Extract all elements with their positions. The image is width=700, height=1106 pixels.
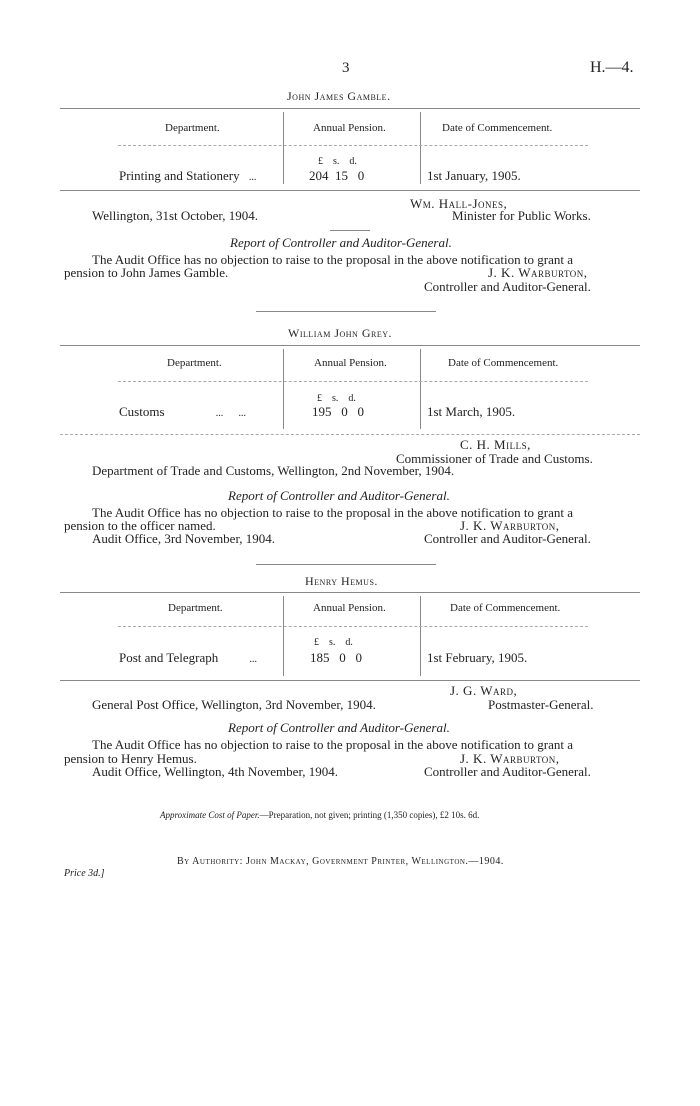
section-separator [256, 564, 436, 565]
money-units: £ s. d. [318, 156, 357, 167]
pension-amount: 195 0 0 [312, 404, 364, 419]
header-rule [118, 626, 588, 627]
report-text: The Audit Office has no objection to raise to the proposal in the above notification to grant a [92, 252, 573, 267]
signatory-name: Wm. Hall-Jones, [410, 196, 508, 211]
place-date: Wellington, 31st October, 1904. [92, 208, 258, 223]
pensioner-name: Henry Hemus. [305, 574, 378, 588]
column-divider [420, 349, 421, 429]
auditor-title: Controller and Auditor-General. [424, 764, 591, 779]
report-title: Report of Controller and Auditor-General. [228, 488, 450, 503]
report-title: Report of Controller and Auditor-General. [230, 235, 452, 250]
column-header-pension: Annual Pension. [313, 602, 386, 614]
auditor-name: J. K. Warburton, [460, 751, 560, 766]
short-rule [330, 230, 370, 231]
header-rule [118, 145, 588, 146]
report-text: pension to Henry Hemus. [64, 751, 197, 766]
department-cell: Printing and Stationery ... [119, 168, 257, 183]
commencement-date: 1st March, 1905. [427, 404, 516, 419]
place-date: Department of Trade and Customs, Wellington, 2nd November, 1904. [92, 463, 455, 478]
commencement-date: 1st February, 1905. [427, 650, 528, 665]
column-header-pension: Annual Pension. [314, 357, 387, 369]
report-text: pension to the officer named. [64, 518, 216, 533]
report-text: The Audit Office has no objection to raise to the proposal in the above notification to grant a [92, 505, 573, 520]
column-header-commencement: Date of Commencement. [448, 357, 559, 369]
document-reference: H.—4. [590, 59, 634, 76]
table-top-rule [60, 108, 640, 109]
auditor-title: Controller and Auditor-General. [424, 531, 591, 546]
report-text: pension to John James Gamble. [64, 265, 229, 280]
column-divider [420, 112, 421, 184]
place-date: General Post Office, Wellington, 3rd November, 1904. [92, 697, 376, 712]
auditor-title: Controller and Auditor-General. [424, 279, 591, 294]
auditor-name: J. K. Warburton, [488, 265, 588, 280]
column-header-pension: Annual Pension. [313, 122, 386, 134]
table-top-rule [60, 345, 640, 346]
pensioner-name: William John Grey. [288, 326, 392, 340]
report-title: Report of Controller and Auditor-General. [228, 720, 450, 735]
table-bottom-rule [60, 190, 640, 191]
pension-amount: 185 0 0 [310, 650, 362, 665]
department-cell: Post and Telegraph ... [119, 650, 257, 665]
column-header-department: Department. [168, 602, 223, 614]
printer-authority: By Authority: John Mackay, Government Printer, Wellington.—1904. [177, 856, 504, 867]
table-bottom-rule [60, 680, 640, 681]
signatory-name: C. H. Mills, [460, 437, 531, 452]
pension-amount: 204 15 0 [309, 168, 365, 183]
signatory-title: Commissioner of Trade and Customs. [396, 451, 593, 466]
table-top-rule [60, 592, 640, 593]
money-units: £ s. d. [314, 637, 353, 648]
price-note: Price 3d.] [64, 868, 105, 879]
column-divider [283, 349, 284, 429]
pensioner-name: John James Gamble. [287, 89, 391, 103]
auditor-name: J. K. Warburton, [460, 518, 560, 533]
audit-place-date: Audit Office, Wellington, 4th November, 1904. [92, 764, 338, 779]
column-header-department: Department. [167, 357, 222, 369]
signatory-title: Minister for Public Works. [452, 208, 591, 223]
report-text: The Audit Office has no objection to raise to the proposal in the above notification to grant a [92, 737, 573, 752]
column-header-commencement: Date of Commencement. [442, 122, 553, 134]
column-divider [283, 596, 284, 676]
money-units: £ s. d. [317, 393, 356, 404]
cost-note: Approximate Cost of Paper.—Preparation, not given; printing (1,350 copies), £2 10s. 6d. [160, 810, 480, 820]
column-divider [283, 112, 284, 184]
page-number: 3 [342, 60, 350, 76]
signatory-title: Postmaster-General. [488, 697, 594, 712]
commencement-date: 1st January, 1905. [427, 168, 521, 183]
header-rule [118, 381, 588, 382]
column-divider [420, 596, 421, 676]
signatory-name: J. G. Ward, [450, 683, 518, 698]
department-cell: Customs ... ... [119, 404, 247, 419]
column-header-commencement: Date of Commencement. [450, 602, 561, 614]
table-bottom-rule [60, 434, 640, 435]
audit-place-date: Audit Office, 3rd November, 1904. [92, 531, 276, 546]
section-separator [256, 311, 436, 312]
column-header-department: Department. [165, 122, 220, 134]
